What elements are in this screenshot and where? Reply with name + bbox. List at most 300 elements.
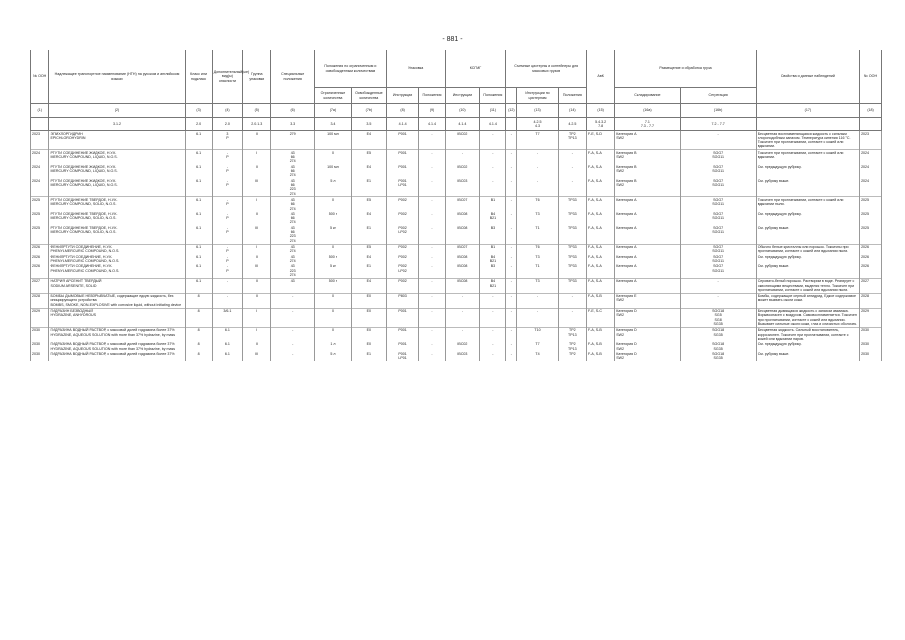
column-reference: 4.1.4	[480, 118, 506, 131]
cell-class: 6.1	[185, 278, 212, 293]
cell-properties: См. рубрику выше.	[756, 178, 859, 197]
cell-blank: -	[506, 178, 517, 197]
cell-tank-instruction: -	[517, 293, 558, 308]
cell-packing-instruction: P002	[386, 244, 419, 254]
cell-tank-instruction: T7	[517, 342, 558, 352]
cell-un-number: 2026	[31, 264, 49, 278]
cell-special-provisions: -	[271, 327, 315, 341]
column-number: (12)	[506, 104, 517, 118]
cell-properties: Серовато-белый порошок. Растворим в воде. Реагирует с окисляющими веществами, выделяя тепло. Токсичен при проглатывании, контакте с кожей или вдыхании пыли.	[756, 278, 859, 293]
cell-packing-group: III	[243, 264, 271, 278]
column-reference: 4.2.5	[558, 118, 586, 131]
cell-special-provisions: 43 274	[271, 254, 315, 264]
cell-tank-instruction: -	[517, 164, 558, 178]
cell-subsidiary-risk: - P	[212, 264, 242, 278]
cell-segregation: SGG18 SG35	[680, 327, 756, 341]
cell-packing-instruction: P002 LP02	[386, 264, 419, 278]
cell-stowage: Категория A SW2	[615, 131, 680, 150]
cell-packing-instruction: P001 LP01	[386, 351, 419, 361]
cell-ems: F-A, S-B	[586, 351, 614, 361]
cell-special-provisions: 43 66 274	[271, 150, 315, 164]
cell-tank-instruction: T1	[517, 264, 558, 278]
cell-ems: F-A, S-A	[586, 211, 614, 225]
cell-packing-group: II	[243, 131, 271, 150]
cell-packing-provision: -	[419, 293, 445, 308]
cell-shipping-name: РТУТИ СОЕДИНЕНИЕ ТВЕРДОЕ, Н.У.К. MERCURY COMPOUND, SOLID, N.O.S.	[49, 211, 185, 225]
table-row	[31, 327, 882, 341]
col-header: № ООН	[31, 50, 49, 104]
cell-blank: -	[506, 131, 517, 150]
cell-class: 8	[185, 293, 212, 308]
dangerous-goods-table	[30, 50, 882, 361]
cell-properties: См. предыдущую рубрику.	[756, 342, 859, 352]
cell-blank: -	[506, 164, 517, 178]
cell-special-provisions: -	[271, 342, 315, 352]
cell-blank: -	[506, 308, 517, 327]
cell-subsidiary-risk: - P	[212, 244, 242, 254]
cell-ibc-instruction: IBC03	[445, 351, 480, 361]
cell-excepted-quantity: E0	[351, 342, 386, 352]
cell-packing-instruction: P002	[386, 197, 419, 211]
cell-ems: F-A, S-A	[586, 278, 614, 293]
cell-un-number: 2024	[860, 150, 882, 164]
cell-segregation: SGG18 SG35	[680, 351, 756, 361]
cell-class: 6.1	[185, 244, 212, 254]
cell-tank-instruction: T3	[517, 211, 558, 225]
column-reference: 3.1.2	[49, 118, 185, 131]
table-row	[31, 150, 882, 164]
cell-segregation: -	[680, 131, 756, 150]
cell-un-number: 2030	[31, 327, 49, 341]
cell-stowage: Категория E SW2	[615, 293, 680, 308]
cell-ibc-instruction: IBC08	[445, 278, 480, 293]
cell-ems: F-A, S-A	[586, 197, 614, 211]
cell-packing-instruction: P001	[386, 164, 419, 178]
cell-subsidiary-risk: 6.1	[212, 342, 242, 352]
cell-stowage: Категория B SW2	[615, 178, 680, 197]
cell-properties: См. предыдущую рубрику.	[756, 254, 859, 264]
cell-packing-provision: -	[419, 351, 445, 361]
cell-excepted-quantity: E5	[351, 197, 386, 211]
cell-subsidiary-risk: 3 P	[212, 131, 242, 150]
cell-tank-provision: -	[558, 164, 586, 178]
column-number: (14)	[558, 104, 586, 118]
column-number: (8)	[386, 104, 419, 118]
group-header-tanks: Съемные цистерны и контейнеры для массовых грузов	[506, 50, 587, 88]
cell-excepted-quantity: E4	[351, 131, 386, 150]
cell-un-number: 2025	[31, 211, 49, 225]
cell-limited-quantity: 0	[314, 244, 351, 254]
column-number: (5)	[243, 104, 271, 118]
cell-packing-group: I	[243, 197, 271, 211]
cell-limited-quantity: 5 кг	[314, 264, 351, 278]
cell-shipping-name: РТУТИ СОЕДИНЕНИЕ ЖИДКОЕ, Н.У.К. MERCURY COMPOUND, LIQUID, N.O.S.	[49, 164, 185, 178]
page-number: - 881 -	[442, 36, 463, 43]
cell-ibc-instruction: -	[445, 308, 480, 327]
cell-segregation: SGG7 SGG11	[680, 197, 756, 211]
cell-packing-provision: -	[419, 308, 445, 327]
column-number: (9)	[419, 104, 445, 118]
cell-un-number: 2024	[31, 178, 49, 197]
col-header: Инструкции	[386, 88, 419, 104]
cell-limited-quantity: 0	[314, 197, 351, 211]
cell-segregation: SGG7 SGG11	[680, 244, 756, 254]
cell-ibc-provision: -	[480, 131, 506, 150]
cell-tank-provision: TP2	[558, 351, 586, 361]
col-header: Сегрегация	[680, 88, 756, 104]
cell-excepted-quantity: E5	[351, 150, 386, 164]
cell-blank: -	[506, 264, 517, 278]
cell-properties: См. рубрику выше.	[756, 351, 859, 361]
cell-un-number: 2026	[860, 244, 882, 254]
cell-ibc-instruction: -	[445, 150, 480, 164]
cell-tank-provision: -	[558, 178, 586, 197]
cell-tank-instruction: T1	[517, 225, 558, 244]
cell-excepted-quantity: E0	[351, 308, 386, 327]
cell-ems: F-A, S-A	[586, 164, 614, 178]
column-reference: 7.2 - 7.7	[680, 118, 756, 131]
cell-packing-group: II	[243, 254, 271, 264]
cell-class: 6.1	[185, 264, 212, 278]
cell-ibc-provision: B3	[480, 264, 506, 278]
cell-packing-group: I	[243, 327, 271, 341]
cell-subsidiary-risk: 6.1	[212, 327, 242, 341]
cell-un-number: 2030	[860, 327, 882, 341]
cell-shipping-name: ФЕНИЛРТУТИ СОЕДИНЕНИЕ, Н.У.К. PHENYLMERCURIC COMPOUND, N.O.S.	[49, 244, 185, 254]
col-header: Инструкции по цистернам	[517, 88, 558, 104]
cell-properties: Обычно белые кристаллы или порошок. Токсичны при проглатывании, контакте с кожей или вдыхании пыли.	[756, 244, 859, 254]
cell-limited-quantity: 5 кг	[314, 225, 351, 244]
table-row	[31, 244, 882, 254]
table-row	[31, 264, 882, 278]
cell-ems: F-A, S-A	[586, 244, 614, 254]
column-reference: 3.5	[351, 118, 386, 131]
cell-un-number: 2029	[31, 308, 49, 327]
table-row	[31, 293, 882, 308]
cell-stowage: Категория B SW2	[615, 164, 680, 178]
cell-ibc-instruction: IBC08	[445, 211, 480, 225]
column-number: (7b)	[351, 104, 386, 118]
cell-excepted-quantity: E1	[351, 178, 386, 197]
cell-un-number: 2025	[860, 225, 882, 244]
cell-segregation: SGG7 SGG11	[680, 254, 756, 264]
cell-packing-instruction: P001 LP01	[386, 178, 419, 197]
col-header: Ограниченные количества	[314, 88, 351, 104]
cell-packing-group: I	[243, 150, 271, 164]
column-number: (10)	[445, 104, 480, 118]
cell-excepted-quantity: E1	[351, 225, 386, 244]
cell-special-provisions: 43 66 274	[271, 164, 315, 178]
cell-tank-provision: TP33	[558, 264, 586, 278]
cell-properties: См. предыдущую рубрику.	[756, 164, 859, 178]
cell-ems: F-A, S-A	[586, 264, 614, 278]
table-row	[31, 178, 882, 197]
table-row	[31, 254, 882, 264]
cell-tank-instruction: T7	[517, 131, 558, 150]
cell-ibc-provision: B1	[480, 244, 506, 254]
cell-ibc-provision: -	[480, 178, 506, 197]
cell-segregation: -	[680, 293, 756, 308]
cell-blank: -	[506, 278, 517, 293]
cell-blank: -	[506, 351, 517, 361]
cell-class: 8	[185, 351, 212, 361]
col-header: Положения	[419, 88, 445, 104]
cell-segregation: SGG7 SGG11	[680, 264, 756, 278]
column-reference: 7.1 7.3 - 7.7	[615, 118, 680, 131]
cell-un-number: 2024	[31, 150, 49, 164]
cell-tank-provision: -	[558, 293, 586, 308]
column-number: (2)	[49, 104, 185, 118]
column-number: (11)	[480, 104, 506, 118]
cell-class: 8	[185, 327, 212, 341]
table-row	[31, 278, 882, 293]
column-number: (18)	[860, 104, 882, 118]
cell-packing-group: II	[243, 278, 271, 293]
cell-segregation: -	[680, 278, 756, 293]
cell-un-number: 2024	[860, 178, 882, 197]
cell-packing-group: I	[243, 244, 271, 254]
cell-packing-instruction: P002	[386, 211, 419, 225]
cell-packing-group: III	[243, 178, 271, 197]
cell-class: 6.1	[185, 150, 212, 164]
col-header	[506, 88, 517, 104]
cell-properties: См. рубрику выше.	[756, 225, 859, 244]
cell-shipping-name: ЭПИХЛОРГИДРИН EPICHLOROHYDRIN	[49, 131, 185, 150]
table-row	[31, 197, 882, 211]
cell-segregation: SGG7 SGG11	[680, 178, 756, 197]
table-row	[31, 164, 882, 178]
cell-excepted-quantity: E4	[351, 278, 386, 293]
cell-excepted-quantity: E4	[351, 164, 386, 178]
column-reference	[860, 118, 882, 131]
cell-stowage: Категория D SW2	[615, 308, 680, 327]
cell-shipping-name: РТУТИ СОЕДИНЕНИЕ ТВЕРДОЕ, Н.У.К. MERCURY COMPOUND, SOLID, N.O.S.	[49, 197, 185, 211]
cell-un-number: 2023	[31, 131, 49, 150]
cell-stowage: Категория D SW2	[615, 342, 680, 352]
cell-blank: -	[506, 293, 517, 308]
cell-ems: F-A, S-B	[586, 327, 614, 341]
cell-blank: -	[506, 244, 517, 254]
cell-stowage: Категория A	[615, 211, 680, 225]
cell-packing-provision: -	[419, 254, 445, 264]
cell-ibc-instruction: IBC07	[445, 197, 480, 211]
cell-un-number: 2026	[860, 264, 882, 278]
column-reference: 4.1.4	[419, 118, 445, 131]
cell-limited-quantity: 0	[314, 293, 351, 308]
cell-subsidiary-risk: - P	[212, 150, 242, 164]
cell-stowage: Категория A	[615, 278, 680, 293]
cell-blank: -	[506, 197, 517, 211]
cell-subsidiary-risk: - P	[212, 197, 242, 211]
column-reference	[31, 118, 49, 131]
cell-class: 6.1	[185, 254, 212, 264]
cell-segregation: SGG7 SGG11	[680, 211, 756, 225]
cell-tank-instruction: T6	[517, 197, 558, 211]
cell-shipping-name: БОМБЫ ДЫМОВЫЕ НЕВЗРЫВЧАТЫЕ, содержащие едкую жидкость, без инициирующего устройства BOMBS, SMOKE, NON-EXPLOSIVE with corrosive liquid, without initiating device	[49, 293, 185, 308]
table-row	[31, 308, 882, 327]
cell-ibc-instruction: IBC07	[445, 244, 480, 254]
column-reference: 4.1.4	[445, 118, 480, 131]
cell-ibc-provision: -	[480, 351, 506, 361]
cell-un-number: 2028	[860, 293, 882, 308]
col-header: Положения	[558, 88, 586, 104]
column-number: (6)	[271, 104, 315, 118]
cell-stowage: Категория D SW2	[615, 351, 680, 361]
table-row	[31, 342, 882, 352]
cell-un-number: 2030	[31, 342, 49, 352]
cell-shipping-name: ГИДРАЗИНА ВОДНЫЙ РАСТВОР, с массовой долей гидразина более 37% HYDRAZINE, AQUEOUS SOLUTION with more than 37% hydrazine, by mass	[49, 342, 185, 352]
cell-packing-instruction: P001	[386, 150, 419, 164]
cell-subsidiary-risk: - P	[212, 211, 242, 225]
cell-ems: F-A, S-B	[586, 293, 614, 308]
cell-shipping-name: РТУТИ СОЕДИНЕНИЕ ТВЕРДОЕ, Н.У.К. MERCURY COMPOUND, SOLID, N.O.S.	[49, 225, 185, 244]
cell-packing-provision: -	[419, 150, 445, 164]
cell-special-provisions: -	[271, 293, 315, 308]
cell-ibc-instruction: IBC08	[445, 264, 480, 278]
cell-excepted-quantity: E1	[351, 264, 386, 278]
cell-limited-quantity: 1 л	[314, 342, 351, 352]
column-reference: 2.0	[212, 118, 242, 131]
cell-packing-provision: -	[419, 278, 445, 293]
cell-ibc-instruction: IBC08	[445, 254, 480, 264]
table-row	[31, 225, 882, 244]
cell-limited-quantity: 100 мл	[314, 131, 351, 150]
column-number: (16b)	[680, 104, 756, 118]
column-number: (17)	[756, 104, 859, 118]
cell-un-number: 2027	[860, 278, 882, 293]
column-reference: 4.1.4	[386, 118, 419, 131]
cell-blank: -	[506, 327, 517, 341]
cell-tank-provision: TP33	[558, 197, 586, 211]
cell-class: 6.1	[185, 178, 212, 197]
cell-tank-instruction: T6	[517, 244, 558, 254]
cell-tank-provision: TP2 TP13	[558, 327, 586, 341]
cell-class: 8	[185, 342, 212, 352]
cell-shipping-name: РТУТИ СОЕДИНЕНИЕ ЖИДКОЕ, Н.У.К. MERCURY COMPOUND, LIQUID, N.O.S.	[49, 150, 185, 164]
column-number: (4)	[212, 104, 242, 118]
cell-tank-provision: TP33	[558, 211, 586, 225]
column-number: (7a)	[314, 104, 351, 118]
cell-stowage: Категория A	[615, 225, 680, 244]
cell-ibc-provision: B4 B21	[480, 211, 506, 225]
cell-ibc-provision: B4 B21	[480, 278, 506, 293]
cell-tank-provision: TP33	[558, 278, 586, 293]
cell-class: 6.1	[185, 131, 212, 150]
cell-segregation: SGG7 SGG11	[680, 164, 756, 178]
cell-ibc-provision: -	[480, 308, 506, 327]
cell-ems: F-A, S-A	[586, 178, 614, 197]
cell-packing-group: II	[243, 342, 271, 352]
cell-blank: -	[506, 150, 517, 164]
column-reference: 3.4	[314, 118, 351, 131]
cell-ibc-provision: -	[480, 150, 506, 164]
cell-un-number: 2025	[860, 197, 882, 211]
cell-un-number: 2023	[860, 131, 882, 150]
cell-blank: -	[506, 211, 517, 225]
cell-shipping-name: ФЕНИЛРТУТИ СОЕДИНЕНИЕ, Н.У.К. PHENYLMERCURIC COMPOUND, N.O.S.	[49, 264, 185, 278]
cell-un-number: 2028	[31, 293, 49, 308]
column-number: (3)	[185, 104, 212, 118]
cell-shipping-name: НАТРИЯ АРСЕНИТ ТВЕРДЫЙ SODIUM ARSENITE, SOLID	[49, 278, 185, 293]
cell-tank-provision: TP33	[558, 254, 586, 264]
col-header: Специальные положения	[271, 50, 315, 104]
cell-packing-provision: -	[419, 131, 445, 150]
cell-ems: F-E, S-C	[586, 308, 614, 327]
cell-class: 6.1	[185, 164, 212, 178]
cell-limited-quantity: 5 л	[314, 351, 351, 361]
col-header: Инструкции	[445, 88, 480, 104]
cell-un-number: 2026	[860, 254, 882, 264]
cell-stowage: Категория A	[615, 254, 680, 264]
cell-shipping-name: ГИДРАЗИН БЕЗВОДНЫЙ HYDRAZINE, ANHYDROUS	[49, 308, 185, 327]
cell-class: 6.1	[185, 211, 212, 225]
cell-stowage: Категория A	[615, 197, 680, 211]
cell-special-provisions: 43 66 274	[271, 211, 315, 225]
cell-ibc-instruction: -	[445, 327, 480, 341]
column-reference	[506, 118, 517, 131]
column-reference	[756, 118, 859, 131]
cell-ibc-instruction: -	[445, 293, 480, 308]
cell-excepted-quantity: E0	[351, 327, 386, 341]
cell-tank-provision: TP33	[558, 244, 586, 254]
cell-excepted-quantity: E1	[351, 351, 386, 361]
cell-packing-provision: -	[419, 164, 445, 178]
cell-tank-provision: TP2 TP13	[558, 342, 586, 352]
cell-ems: F-A, S-A	[586, 225, 614, 244]
col-header: Класс или подкласс	[185, 50, 212, 104]
cell-limited-quantity: 5 л	[314, 178, 351, 197]
cell-packing-provision: -	[419, 244, 445, 254]
cell-class: 6.1	[185, 225, 212, 244]
group-header-stowage: Размещение и обработка груза	[615, 50, 756, 88]
cell-special-provisions: 279	[271, 131, 315, 150]
cell-ibc-provision: -	[480, 164, 506, 178]
table-row	[31, 351, 882, 361]
cell-ibc-provision: B3	[480, 225, 506, 244]
cell-packing-group: II	[243, 164, 271, 178]
cell-ibc-provision: B4 B21	[480, 254, 506, 264]
cell-limited-quantity: 500 г	[314, 278, 351, 293]
cell-class: 8	[185, 308, 212, 327]
cell-shipping-name: РТУТИ СОЕДИНЕНИЕ ЖИДКОЕ, Н.У.К. MERCURY COMPOUND, LIQUID, N.O.S.	[49, 178, 185, 197]
cell-ibc-provision: -	[480, 293, 506, 308]
cell-packing-instruction: P001	[386, 131, 419, 150]
cell-ems: F-A, S-B	[586, 342, 614, 352]
cell-special-provisions: 43 66 223 274	[271, 225, 315, 244]
cell-stowage: Категория A	[615, 264, 680, 278]
column-reference: 5.4.3.2 7.8	[586, 118, 614, 131]
cell-tank-instruction: -	[517, 150, 558, 164]
cell-packing-group: III	[243, 351, 271, 361]
cell-un-number: 2025	[860, 211, 882, 225]
cell-tank-provision: TP2 TP13	[558, 131, 586, 150]
cell-limited-quantity: 0	[314, 150, 351, 164]
cell-tank-instruction: T3	[517, 278, 558, 293]
cell-packing-instruction: P001	[386, 308, 419, 327]
cell-stowage: Категория A	[615, 244, 680, 254]
cell-tank-instruction: T4	[517, 351, 558, 361]
cell-properties: Токсичен при проглатывании, контакте с кожей или вдыхании.	[756, 150, 859, 164]
cell-packing-provision: -	[419, 225, 445, 244]
cell-subsidiary-risk: 6.1	[212, 351, 242, 361]
cell-special-provisions: 43 274	[271, 244, 315, 254]
cell-properties: См. рубрику выше.	[756, 264, 859, 278]
cell-properties: Бомбы, содержащие серный ангидрид. Едкое содержимое может вызвать ожоги кожи.	[756, 293, 859, 308]
table-row	[31, 211, 882, 225]
cell-limited-quantity: 500 г	[314, 211, 351, 225]
cell-subsidiary-risk: 3/6.1	[212, 308, 242, 327]
group-header-limited: Положения по ограниченным и освобожденным количествам	[314, 50, 386, 88]
